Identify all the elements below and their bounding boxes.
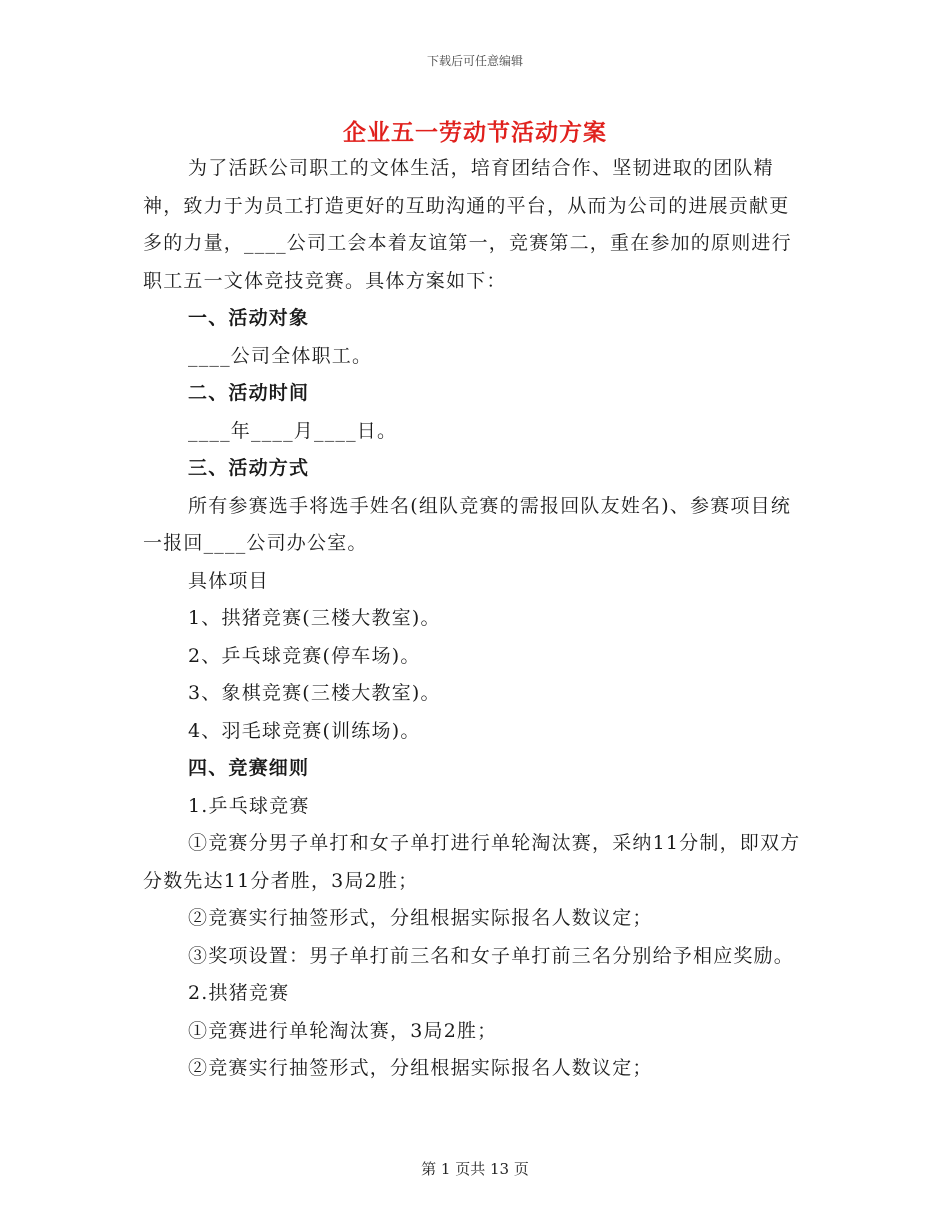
section-heading-time: 二、活动时间 bbox=[188, 382, 310, 404]
document-title: 企业五一劳动节活动方案 bbox=[343, 120, 607, 146]
intro-paragraph: 为了活跃公司职工的文体生活，培育团结合作、坚韧进取的团队精神，致力于为员工打造更好的互助沟通的平台，从而为公司的进展贡献更多的力量，____公司工会本着友谊第一，竞赛第二，重在参加的原则进行职工五一文体竞技竞赛。具体方案如下： bbox=[143, 157, 792, 292]
list-item: 3、象棋竞赛(三楼大教室)。 bbox=[188, 682, 441, 704]
document-body bbox=[143, 150, 807, 1088]
time-text: ____年____月____日。 bbox=[188, 419, 398, 442]
section-heading-method: 三、活动方式 bbox=[188, 457, 310, 479]
rule-item: ③奖项设置：男子单打前三名和女子单打前三名分别给予相应奖励。 bbox=[188, 944, 795, 967]
method-text: 所有参赛选手将选手姓名(组队竞赛的需报回队友姓名)、参赛项目统一报回____公司办公室。 bbox=[143, 494, 792, 554]
page-footer-number: 第 1 页共 13 页 bbox=[421, 1160, 529, 1178]
items-heading: 具体项目 bbox=[188, 569, 269, 592]
rules-subheading-pingpong: 1.乒乓球竞赛 bbox=[188, 794, 310, 817]
participants-text: ____公司全体职工。 bbox=[188, 344, 373, 367]
page-header-note: 下载后可任意编辑 bbox=[426, 54, 523, 68]
rule-item: ①竞赛分男子单打和女子单打进行单轮淘汰赛，采纳11分制，即双方分数先达11分者胜，3局2胜； bbox=[143, 832, 801, 892]
list-item: 2、乒乓球竞赛(停车场)。 bbox=[188, 644, 421, 667]
rules-subheading-gongzhu: 2.拱猪竞赛 bbox=[188, 982, 290, 1004]
list-item: 1、拱猪竞赛(三楼大教室)。 bbox=[188, 607, 441, 629]
rule-item: ②竞赛实行抽签形式，分组根据实际报名人数议定； bbox=[188, 1057, 653, 1079]
rule-item: ②竞赛实行抽签形式，分组根据实际报名人数议定； bbox=[188, 907, 653, 929]
list-item: 4、羽毛球竞赛(训练场)。 bbox=[188, 719, 421, 742]
rule-item: ①竞赛进行单轮淘汰赛，3局2胜； bbox=[188, 1019, 498, 1042]
section-heading-participants: 一、活动对象 bbox=[188, 307, 310, 329]
section-heading-rules: 四、竞赛细则 bbox=[188, 757, 310, 779]
